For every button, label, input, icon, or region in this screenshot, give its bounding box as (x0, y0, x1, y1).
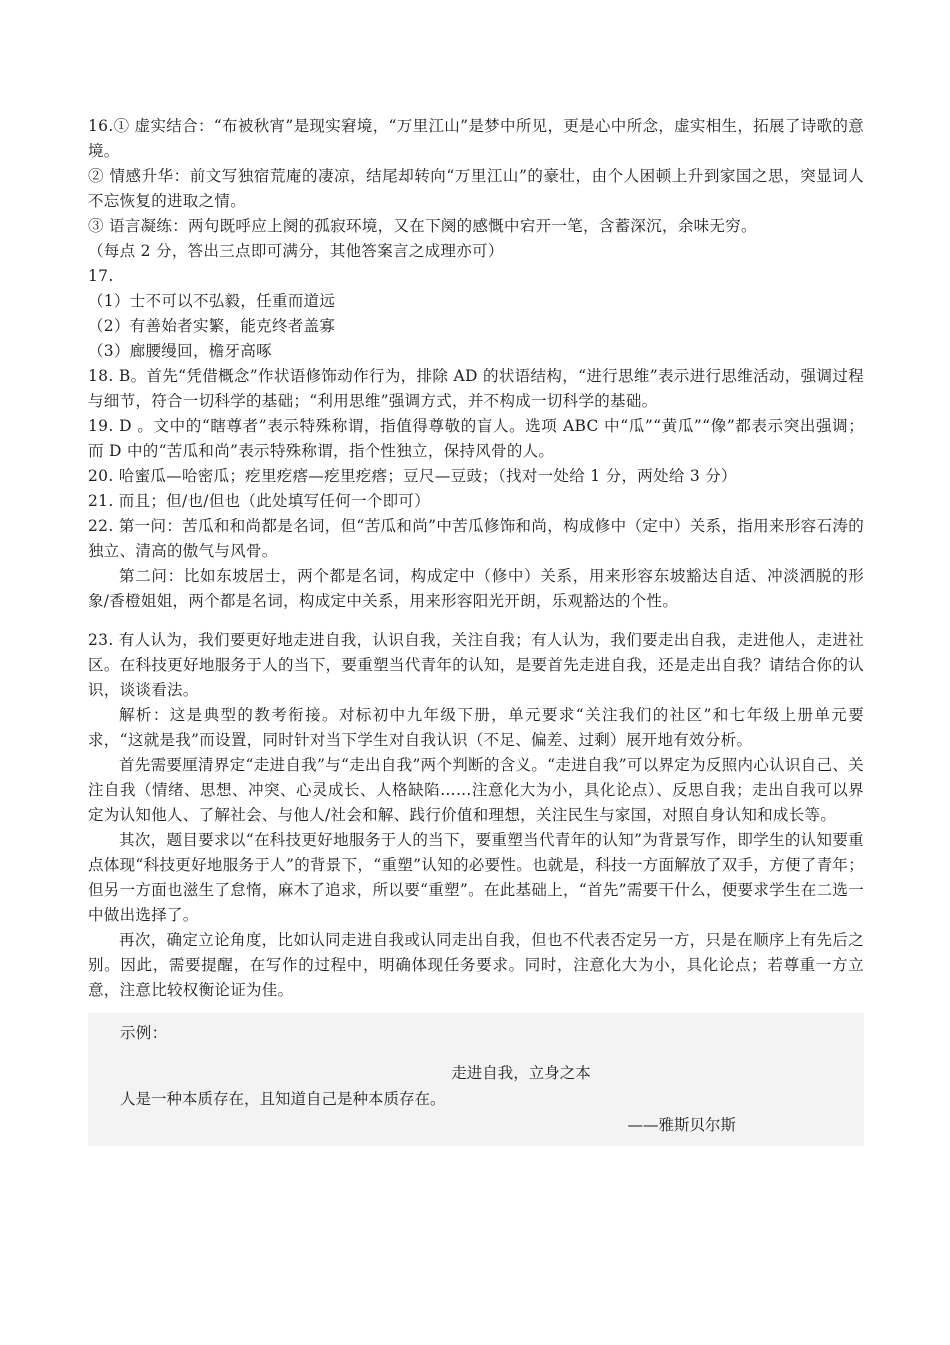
q17-answer-1: （1）士不可以不弘毅，任重而道远 (88, 292, 336, 310)
answer-sheet (88, 114, 864, 1146)
q21-answer: 21. 而且；但/也/但也（此处填写任何一个即可） (88, 492, 431, 510)
q16-point-3: ③ 语言凝练：两句既呼应上阕的孤寂环境，又在下阕的感慨中宕开一笔，含蓄深沉，余味无穷。 (88, 217, 757, 235)
q17-answer-3: （3）廊腰缦回，檐牙高啄 (88, 342, 272, 360)
q17-answer-2: （2）有善始者实繁，能克终者盖寡 (88, 317, 336, 335)
q23-analysis-3: 其次，题目要求以“在科技更好地服务于人的当下，要重塑当代青年的认知”为背景写作，即学生的认知要重点体现“科技更好地服务于人”的背景下，“重塑”认知的必要性。也就是，科技一方面解放了双手，方便了青年；但另一方面也滋生了怠惰，麻木了追求，所以要“重塑”。在此基础上，“首先”需要干什么，便要求学生在二选一中做出选择了。 (88, 831, 864, 924)
q16-scoring-note: （每点 2 分，答出三点即可满分，其他答案言之成理亦可） (88, 242, 504, 260)
sample-quote: 人是一种本质存在，且知道自己是种本质存在。 (120, 1090, 446, 1108)
q23-prompt: 23. 有人认为，我们要更好地走进自我，认识自我，关注自我；有人认为，我们要走出自我，走进他人，走进社区。在科技更好地服务于人的当下，要重塑当代青年的认知，是要首先走进自我，还是走出自我？请结合你的认识，谈谈看法。 (88, 631, 864, 699)
q22-part-2: 第二问：比如东坡居士，两个都是名词，构成定中（修中）关系，用来形容东坡豁达自适、冲淡洒脱的形象/香橙姐姐，两个都是名词，构成定中关系，用来形容阳光开朗，乐观豁达的个性。 (88, 567, 864, 610)
q20-answer: 20. 哈蜜瓜—哈密瓜；疙里疙瘩—疙里疙瘩；豆尺—豆豉；（找对一处给 1 分，两处给 3 分） (88, 467, 737, 485)
q16-point-1: 16.① 虚实结合：“布被秋宵”是现实窘境，“万里江山”是梦中所见，更是心中所念，虚实相生，拓展了诗歌的意境。 (88, 117, 864, 160)
q23-analysis-1: 解析：这是典型的教考衔接。对标初中九年级下册，单元要求“关注我们的社区”和七年级上册单元要求，“这就是我”而设置，同时针对当下学生对自我认识（不足、偏差、过剩）展开地有效分析。 (88, 706, 864, 749)
sample-essay (88, 1013, 864, 1146)
sample-quote-author: ——雅斯贝尔斯 (627, 1116, 736, 1134)
sample-label: 示例： (120, 1024, 168, 1042)
q23-analysis-4: 再次，确定立论角度，比如认同走进自我或认同走出自我，但也不代表否定另一方，只是在顺序上有先后之别。因此，需要提醒，在写作的过程中，明确体现任务要求。同时，注意化大为小，具化论点；若尊重一方立意，注意比较权衡论证为佳。 (88, 931, 864, 999)
sample-title: 走进自我，立身之本 (451, 1064, 591, 1082)
q17-heading: 17. (88, 267, 114, 285)
q18-answer: 18. B。首先“凭借概念”作状语修饰动作行为，排除 AD 的状语结构，“进行思维”表示进行思维活动，强调过程与细节，符合一切科学的基础；“利用思维”强调方式，并不构成一切科学的基础。 (88, 367, 864, 410)
q16-point-2: ② 情感升华：前文写独宿荒庵的凄凉，结尾却转向“万里江山”的豪壮，由个人困顿上升到家国之思，突显词人不忘恢复的进取之情。 (88, 167, 864, 210)
q22-part-1: 22. 第一问：苦瓜和和尚都是名词，但“苦瓜和尚”中苦瓜修饰和尚，构成修中（定中）关系，指用来形容石涛的独立、清高的傲气与风骨。 (88, 517, 864, 560)
q19-answer: 19. D 。文中的“瞎尊者”表示特殊称谓，指值得尊敬的盲人。选项 ABC 中“瓜”“黄瓜”“像”都表示突出强调；而 D 中的“苦瓜和尚”表示特殊称谓，指个性独立，保持风骨的人。 (88, 417, 864, 460)
q23-analysis-2: 首先需要厘清界定“走进自我”与“走出自我”两个判断的含义。“走进自我”可以界定为反照内心认识自己、关注自我（情绪、思想、冲突、心灵成长、人格缺陷……注意化大为小，具化论点）、反思自我；走出自我可以界定为认知他人、了解社会、与他人/社会和解、践行价值和理想，关注民生与家国，对照自身认知和成长等。 (88, 756, 864, 824)
